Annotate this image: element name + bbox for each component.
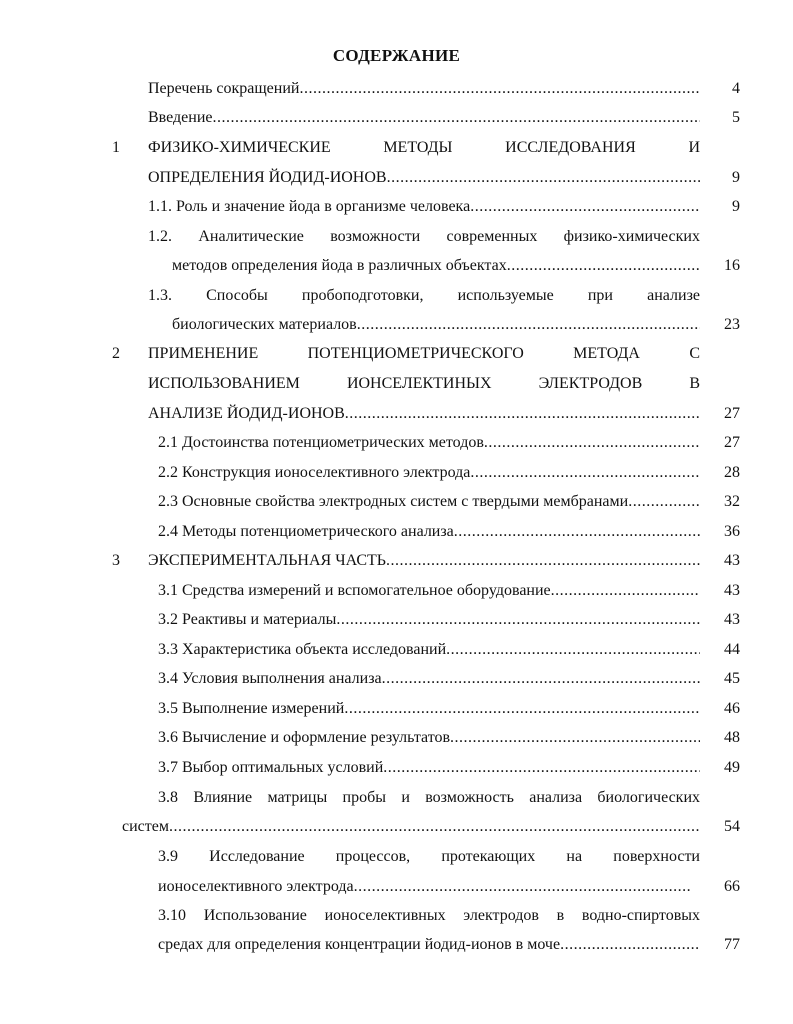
toc-leader — [446, 639, 700, 661]
toc-page-number: 23 — [724, 316, 740, 333]
toc-entry-3-4 — [158, 668, 700, 690]
page-title: СОДЕРЖАНИЕ — [332, 46, 461, 65]
toc-leader — [387, 167, 700, 189]
toc-leader — [507, 255, 700, 277]
toc-entry-3-9-line1: 3.9 Исследование процессов, протекающих на поверхности — [158, 848, 700, 865]
toc-entry-3-8-line2 — [122, 816, 700, 838]
toc-leader — [382, 668, 700, 690]
toc-page-number: 36 — [724, 523, 740, 540]
toc-entry-text: ОПРЕДЕЛЕНИЯ ЙОДИД-ИОНОВ — [148, 169, 387, 186]
toc-entry-1-2-line1: 1.2. Аналитические возможности современных физико-химических — [148, 228, 700, 245]
toc-entry-text: 3.2 Реактивы и материалы — [158, 611, 337, 628]
toc-entry-3-10-line1: 3.10 Использование ионоселективных электродов в водно-спиртовых — [158, 907, 700, 924]
toc-leader — [345, 403, 700, 425]
toc-entry-text: систем — [122, 818, 169, 835]
toc-page-number: 9 — [732, 169, 740, 186]
toc-leader — [336, 609, 700, 631]
toc-leader — [299, 78, 700, 100]
toc-leader — [357, 314, 700, 336]
chapter-number: 2 — [112, 345, 120, 362]
toc-entry-text: 2.4 Методы потенциометрического анализа — [158, 523, 454, 540]
toc-leader — [454, 521, 700, 543]
toc-entry-text: 2.1 Достоинства потенциометрических методов — [158, 434, 484, 451]
toc-entry-3-6 — [158, 727, 700, 749]
chapter-number: 3 — [112, 552, 120, 569]
toc-page-number: 46 — [724, 700, 740, 717]
toc-entry-3-9-line2 — [158, 876, 690, 898]
toc-entry-3-7 — [158, 757, 700, 779]
toc-entry-2-2 — [158, 462, 700, 484]
toc-leader — [386, 550, 700, 572]
toc-leader — [213, 107, 701, 129]
toc-page-number: 5 — [732, 109, 740, 126]
toc-entry-text: 1.1. Роль и значение йода в организме человека — [148, 198, 471, 215]
toc-entry-1-3-line2 — [172, 314, 700, 336]
toc-entry-1-2-line2 — [172, 255, 700, 277]
toc-entry-1-3-line1: 1.3. Способы пробоподготовки, используемые при анализе — [148, 287, 700, 304]
toc-page-number: 44 — [724, 641, 740, 658]
toc-entry-text: методов определения йода в различных объектах — [172, 257, 507, 274]
toc-entry-abbreviations — [148, 78, 700, 100]
toc-entry-text: биологических материалов — [172, 316, 357, 333]
toc-entry-text: 2.2 Конструкция ионоселективного электрода — [158, 464, 471, 481]
toc-page-number: 32 — [724, 493, 740, 510]
toc-entry-chapter-1-line2 — [148, 167, 700, 189]
toc-entry-text: АНАЛИЗЕ ЙОДИД-ИОНОВ — [148, 405, 345, 422]
toc-leader — [450, 727, 700, 749]
toc-leader — [169, 816, 700, 838]
toc-page-number: 4 — [732, 80, 740, 97]
toc-entry-chapter-2-line1: ПРИМЕНЕНИЕ ПОТЕНЦИОМЕТРИЧЕСКОГО МЕТОДА С — [148, 345, 700, 362]
toc-entry-3-10-line2 — [158, 934, 700, 956]
toc-entry-3-1 — [158, 580, 700, 602]
toc-page-number: 49 — [724, 759, 740, 776]
toc-entry-chapter-2-line2: ИСПОЛЬЗОВАНИЕМ ИОНСЕЛЕКТИНЫХ ЭЛЕКТРОДОВ В — [148, 375, 700, 392]
toc-entry-text: 3.4 Условия выполнения анализа — [158, 670, 382, 687]
toc-entry-3-8-line1: 3.8 Влияние матрицы пробы и возможность анализа биологических — [158, 789, 700, 806]
toc-entry-text: 3.5 Выполнение измерений — [158, 700, 345, 717]
toc-leader — [628, 491, 700, 513]
toc-entry-chapter-2-line3 — [148, 403, 700, 425]
toc-entry-chapter-3 — [148, 550, 700, 572]
toc-entry-text: 3.7 Выбор оптимальных условий — [158, 759, 384, 776]
chapter-number: 1 — [112, 139, 120, 156]
toc-entry-chapter-1-line1: ФИЗИКО-ХИМИЧЕСКИЕ МЕТОДЫ ИССЛЕДОВАНИЯ И — [148, 139, 700, 156]
toc-page-number: 45 — [724, 670, 740, 687]
toc-page-number: 48 — [724, 729, 740, 746]
toc-page-number: 43 — [724, 552, 740, 569]
toc-leader — [470, 196, 700, 218]
toc-page-number: 77 — [724, 936, 740, 953]
toc-page-number: 54 — [724, 818, 740, 835]
toc-entry-text: Введение — [148, 109, 213, 126]
toc-page-number: 27 — [724, 405, 740, 422]
toc-entry-2-4 — [158, 521, 700, 543]
toc-page-number: 43 — [724, 611, 740, 628]
toc-leader — [560, 934, 700, 956]
toc-entry-text: 3.6 Вычисление и оформление результатов — [158, 729, 451, 746]
toc-leader — [354, 876, 690, 898]
toc-entry-text: 3.3 Характеристика объекта исследований — [158, 641, 447, 658]
toc-entry-text: ЭКСПЕРИМЕНТАЛЬНАЯ ЧАСТЬ — [148, 552, 386, 569]
toc-entry-3-3 — [158, 639, 700, 661]
toc-entry-2-1 — [158, 432, 700, 454]
toc-page-number: 27 — [724, 434, 740, 451]
toc-leader — [551, 580, 700, 602]
toc-page-number: 16 — [724, 257, 740, 274]
toc-leader — [344, 698, 700, 720]
toc-page-number: 43 — [724, 582, 740, 599]
toc-entry-introduction — [148, 107, 700, 129]
toc-entry-3-2 — [158, 609, 700, 631]
toc-page-number: 9 — [732, 198, 740, 215]
toc-entry-2-3 — [158, 491, 700, 513]
toc-entry-text: ионоселективного электрода — [158, 878, 354, 895]
toc-page-number: 66 — [724, 878, 740, 895]
toc-page-number: 28 — [724, 464, 740, 481]
toc-entry-3-5 — [158, 698, 700, 720]
toc-leader — [470, 462, 700, 484]
toc-entry-text: 2.3 Основные свойства электродных систем с твердыми мембранами — [158, 493, 629, 510]
toc-entry-text: 3.1 Средства измерений и вспомогательное оборудование — [158, 582, 551, 599]
toc-entry-1-1 — [148, 196, 700, 218]
toc-leader — [383, 757, 700, 779]
toc-leader — [484, 432, 700, 454]
toc-entry-text: средах для определения концентрации йодид-ионов в моче — [158, 936, 561, 953]
toc-entry-text: Перечень сокращений — [148, 80, 300, 97]
